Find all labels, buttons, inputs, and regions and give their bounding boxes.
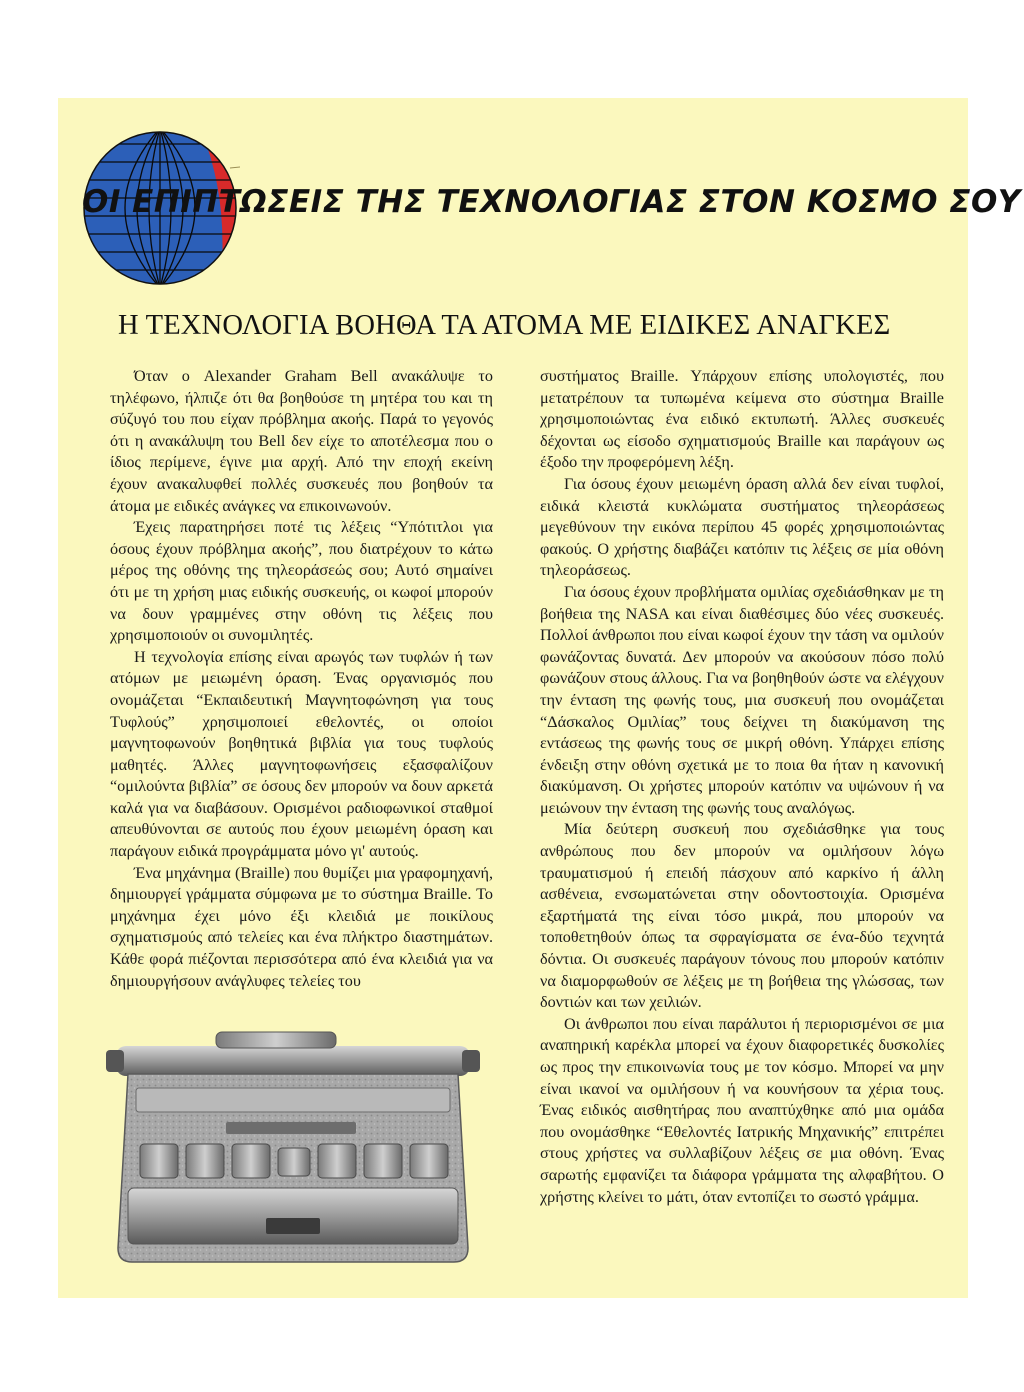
paragraph: Ένα μηχάνημα (Braille) που θυμίζει μια γραφομηχανή, δημιουργεί γράμματα σύμφωνα με το σύστημα Braille. Το μηχάνημα έχει μόνο έξι κλειδιά με ποικίλους σχηματισμούς από τελείες και ένα πλήκτρο διαστημάτων. Κάθε φορά πιέζονται περισσότερα από ένα κλειδιά για να δημιουργήσουν ανάγλυφες τελείες του — [110, 863, 493, 990]
paragraph: συστήματος Braille. Υπάρχουν επίσης υπολογιστές, που μετατρέπουν τα τυπωμένα κείμενα στο σύστημα Braille χρησιμοποιώντας ένα ειδικό εκτυπωτή. Άλλες συσκευές δέχονται ως είσοδο σχηματισμούς Braille και παράγουν ως έξοδο την προφερόμενη λέξη. — [540, 367, 944, 472]
left-column — [110, 366, 493, 992]
series-title: ΟΙ ΕΠΙΠΤΩΣΕΙΣ ΤΗΣ ΤΕΧΝΟΛΟΓΙΑΣ ΣΤΟΝ ΚΟΣΜΟ ΣΟΥ — [82, 184, 1021, 220]
paragraph: Η τεχνολογία επίσης είναι αρωγός των τυφλών ή των ατόμων με μειωμένη όραση. Ένας οργανισμός που ονομάζεται “Εκπαιδευτική Μαγνητοφώνηση για τους Τυφλούς” χρησιμοποιεί εθελοντές, οι οποίοι μαγνητοφωνούν βοηθητικά βιβλία για τους τυφλούς μαθητές. Άλλες μαγνητοφωνήσεις εξασφαλίζουν “ομιλούντα βιβλία” σε όσους δεν μπορούν να δουν αρκετά καλά για να διαβάσουν. Ορισμένοι ραδιοφωνικοί σταθμοί απευθύνονται σε αυτούς που έχουν μειωμένη όραση και παράγουν ειδικά προγράμματα μόνο γι' αυτούς. — [110, 647, 493, 861]
paragraph: Έχεις παρατηρήσει ποτέ τις λέξεις “Υπότιτλοι για όσους έχουν πρόβλημα ακοής”, που διατρέχουν το κάτω μέρος της οθόνης της τηλεοράσεώς σου; Αυτό σημαίνει ότι με τη χρήση μιας ειδικής συσκευής, οι κωφοί μπορούν να δουν γραμμένες στην οθόνη τις λέξεις που χρησιμοποιούν οι συνομιλητές. — [110, 518, 493, 645]
paragraph: Μία δεύτερη συσκευή που σχεδιάσθηκε για τους ανθρώπους που δεν μπορούν να ομιλήσουν λόγω τραυματισμού ή επειδή πάσχουν από καρκίνο ή άλλη ασθένεια, ενσωματώνεται στην οδοντοστοιχία. Ορισμένα εξαρτήματά της είναι τόσο μικρά, που μπορούν να τοποθετηθούν όπως τα σφραγίσματα σε ένα-δύο τεχνητά δόντια. Οι συσκευές παράγουν τόνους που μπορούν κατόπιν να διαμορφωθούν σε λέξεις με τη βοήθεια της γλώσσας, των δοντιών και των χειλιών. — [540, 820, 944, 1012]
paragraph: Για όσους έχουν μειωμένη όραση αλλά δεν είναι τυφλοί, ειδικά κλειστά κυκλώματα συστήματος τηλεοράσεως μεγεθύνουν την εικόνα περίπου 45 φορές χρησιμοποιώντας φακούς. Ο χρήστης διαβάζει κατόπιν τις λέξεις σε μία οθόνη τηλεοράσεως. — [540, 474, 944, 580]
article-headline: Η ΤΕΧΝΟΛΟΓΙΑ ΒΟΗΘΑ ΤΑ ΑΤΟΜΑ ΜΕ ΕΙΔΙΚΕΣ ΑΝΑΓΚΕΣ — [118, 310, 891, 341]
paragraph: Για όσους έχουν προβλήματα ομιλίας σχεδιάσθηκαν με τη βοήθεια της NASA και είναι διαθέσιμες δύο νέες συσκευές. Πολλοί άνθρωποι που είναι κωφοί έχουν την τάση να ομιλούν φωνάζοντας δυνατά. Δεν μπορούν να ακούσουν πόσο πολύ φωνάζουν στους άλλους. Για να βοηθηθούν ώστε να ελέγχουν την ένταση της φωνής τους, μια συσκευή που ονομάζεται “Δάσκαλος Ομιλίας” τους δείχνει τη διακύμανση της εντάσεως της φωνής τους σε μικρή οθόνη. Υπάρχει επίσης ένδειξη στην οθόνη σχετικά με το ποια θα ήταν η κανονική διακύμανση. Οι χρήστες μπορούν κατόπιν να υψώνουν ή να μειώνουν την ένταση της φωνής τους αναλόγως. — [540, 582, 944, 817]
paragraph: Οι άνθρωποι που είναι παράλυτοι ή περιορισμένοι σε μια αναπηρική καρέκλα μπορεί να έχουν διαφορετικές δυσκολίες ως προς την επικοινωνία τους με τον κόσμο. Μπορεί να μην είναι ικανοί να ομιλήσουν ή να κουνήσουν τα χέρια τους. Ένας ειδικός αισθητήρας που αναπτύχθηκε από μια ομάδα που ονομάσθηκε “Εθελοντές Ιατρικής Μηχανικής” επιτρέπει στους χρήστες να συλλαβίζουν λέξεις σε μια οθόνη. Ένας σαρωτής εμφανίζει τα διάφορα γράμματα της αλφαβήτου. Ο χρήστης κλείνει το μάτι, όταν εντοπίζει το σωστό γράμμα. — [540, 1014, 944, 1206]
braille-machine-image — [106, 1012, 480, 1278]
paragraph: Όταν ο Alexander Graham Bell ανακάλυψε το τηλέφωνο, ήλπιζε ότι θα βοηθούσε τη μητέρα του και τη σύζυγό του που είχαν πρόβλημα ακοής. Παρά το γεγονός ότι η ανακάλυψη του Bell δεν είχε το αποτέλεσμα που ο ίδιος περίμενε, έγινε μια αρχή. Από την εποχή εκείνη έχουν ανακαλυφθεί πολλές συσκευές που βοηθούν τα άτομα με ειδικές ανάγκες να επικοινωνούν. — [110, 367, 493, 515]
right-column — [540, 366, 944, 1208]
